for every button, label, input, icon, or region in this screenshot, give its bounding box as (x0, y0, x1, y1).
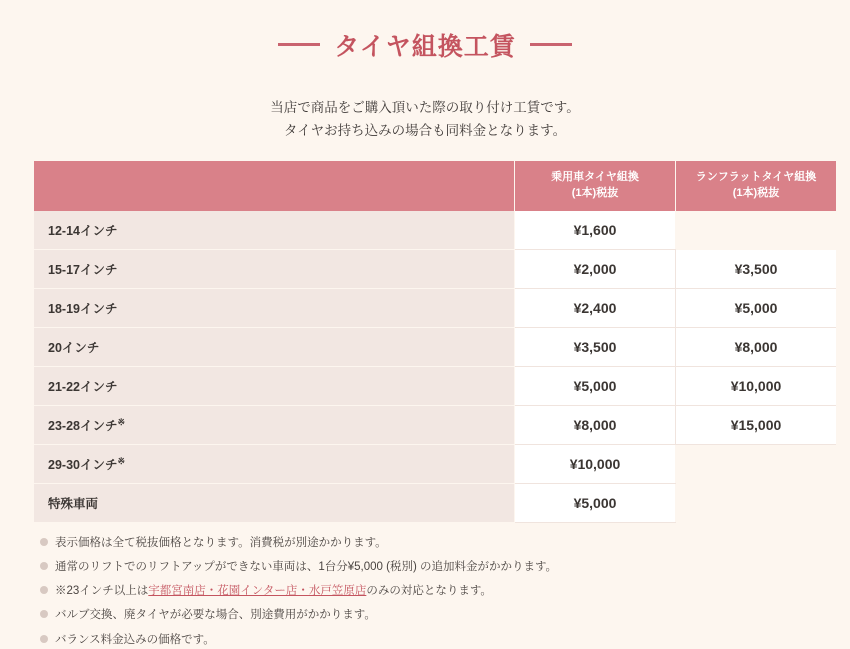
row-label (34, 211, 515, 250)
cell-normal-price: ¥10,000 (515, 444, 676, 483)
table-row (34, 483, 836, 522)
note-text: 通常のリフトでのリフトアップができない車両は、1台分¥5,000 (税別) の追加料金がかかります。 (55, 560, 558, 573)
cell-runflat-price (676, 444, 837, 483)
note-text: バランス料金込みの価格です。 (55, 633, 215, 646)
price-table-wrap (34, 161, 816, 523)
header-normal-tire (515, 161, 676, 211)
cell-runflat-price (676, 483, 837, 522)
header-runflat-tire-line2: (1本)税抜 (732, 186, 780, 199)
row-label-text: 20インチ (48, 340, 100, 355)
bullet-icon (40, 586, 48, 594)
header-runflat-tire-line1: ランフラットタイヤ組換 (695, 170, 817, 183)
row-label (34, 444, 515, 483)
note-suffix: のみの対応となります。 (366, 585, 492, 598)
row-label-text: 21-22インチ (48, 379, 118, 394)
cell-normal-price: ¥2,000 (515, 249, 676, 288)
table-row (34, 288, 836, 327)
cell-runflat-price: ¥5,000 (676, 288, 837, 327)
header-runflat-tire (676, 161, 837, 211)
table-row (34, 327, 836, 366)
row-label-mark: ※ (117, 455, 126, 466)
cell-normal-price: ¥1,600 (515, 211, 676, 250)
note-text (55, 583, 492, 600)
table-header-row (34, 161, 836, 211)
cell-runflat-price: ¥3,500 (676, 249, 837, 288)
row-label-text: 12-14インチ (48, 223, 118, 238)
note-prefix: ※23インチ以上は (55, 585, 149, 598)
lead-line-1: 当店で商品をご購入頂いた際の取り付け工賃です。 (270, 99, 580, 115)
row-label (34, 288, 515, 327)
bullet-icon (40, 562, 48, 570)
bullet-icon (40, 635, 48, 643)
row-label-text: 15-17インチ (48, 262, 118, 277)
row-label (34, 249, 515, 288)
row-label (34, 405, 515, 444)
cell-normal-price: ¥5,000 (515, 483, 676, 522)
cell-runflat-price: ¥8,000 (676, 327, 837, 366)
note-item (40, 607, 816, 624)
bullet-icon (40, 610, 48, 618)
cell-normal-price: ¥8,000 (515, 405, 676, 444)
table-row (34, 366, 836, 405)
note-item (40, 559, 816, 576)
note-text: 表示価格は全て税抜価格となります。消費税が別途かかります。 (55, 536, 387, 549)
row-label (34, 366, 515, 405)
note-item (40, 632, 816, 649)
price-table-head (34, 161, 836, 211)
note-item-stores (40, 583, 816, 600)
notes-list (40, 535, 816, 649)
lead-line-2: タイヤお持ち込みの場合も同料金となります。 (283, 123, 567, 139)
note-text: バルブ交換、廃タイヤが必要な場合、別途費用がかかります。 (55, 609, 376, 622)
cell-runflat-price (676, 211, 837, 250)
price-table-body (34, 211, 836, 523)
price-table (34, 161, 836, 523)
header-normal-tire-line2: (1本)税抜 (571, 186, 619, 199)
row-label (34, 483, 515, 522)
cell-runflat-price: ¥15,000 (676, 405, 837, 444)
cell-normal-price: ¥3,500 (515, 327, 676, 366)
row-label-text: 18-19インチ (48, 301, 118, 316)
row-label-text: 29-30インチ (48, 457, 118, 472)
cell-normal-price: ¥5,000 (515, 366, 676, 405)
table-row (34, 444, 836, 483)
note-item (40, 535, 816, 552)
store-list-link[interactable]: 宇都宮南店・花園インター店・水戸笠原店 (148, 585, 367, 598)
row-label-mark: ※ (117, 416, 126, 427)
table-row (34, 211, 836, 250)
header-blank-cell (34, 161, 515, 211)
title-rule-left (278, 43, 320, 46)
bullet-icon (40, 538, 48, 546)
title-rule-right (530, 43, 572, 46)
page-title: タイヤ組換工賃 (334, 32, 516, 61)
row-label (34, 327, 515, 366)
cell-normal-price: ¥2,400 (515, 288, 676, 327)
lead-text (0, 96, 850, 143)
table-row (34, 249, 836, 288)
page-title-row (0, 0, 850, 80)
row-label-text: 特殊車両 (48, 496, 99, 511)
cell-runflat-price: ¥10,000 (676, 366, 837, 405)
header-normal-tire-line1: 乗用車タイヤ組換 (551, 170, 639, 183)
table-row (34, 405, 836, 444)
row-label-text: 23-28インチ (48, 418, 118, 433)
